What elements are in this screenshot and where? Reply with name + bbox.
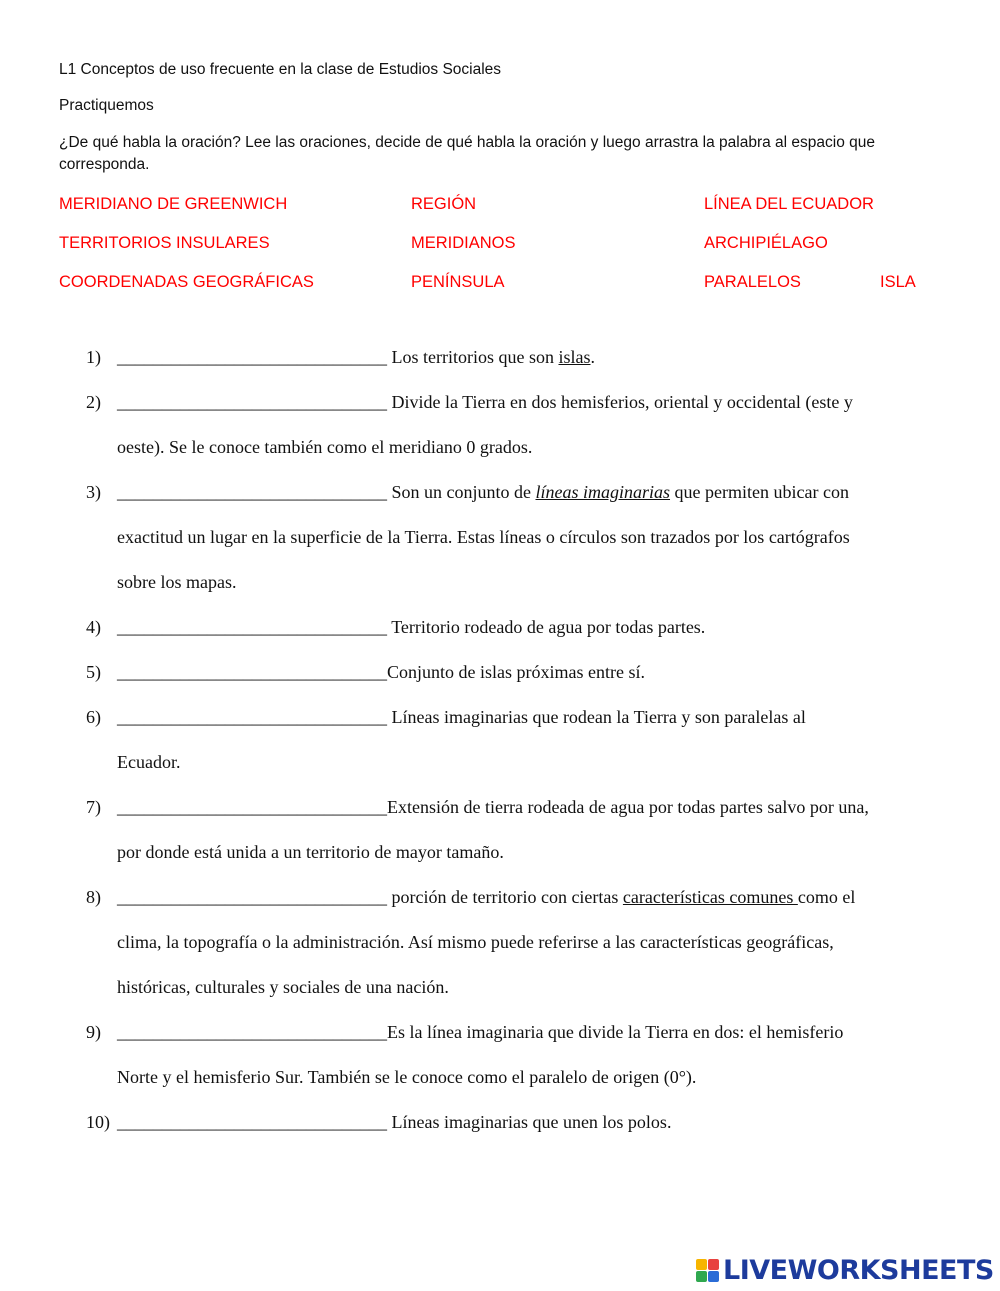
item-text: Norte y el hemisferio Sur. También se le conoce como el paralelo de origen (0°). [117,1067,697,1087]
item-number: 2) [86,392,101,412]
item-text: Ecuador. [117,752,181,772]
item-number: 7) [86,797,101,817]
word-bank-item[interactable]: MERIDIANO DE GREENWICH [59,195,288,213]
item-text: oeste). Se le conoce también como el meridiano 0 grados. [117,437,533,457]
word-bank-item[interactable]: COORDENADAS GEOGRÁFICAS [59,273,314,291]
item-text: por donde está unida a un territorio de mayor tamaño. [117,842,504,862]
logo-square-icon [696,1271,707,1282]
item-line [117,795,869,819]
item-line [117,885,855,909]
item-number: 3) [86,482,101,502]
item-line [117,1110,671,1134]
item-number: 10) [86,1112,110,1132]
item-text: porción de territorio con ciertas [391,887,623,907]
item-number: 1) [86,347,101,367]
instructions-text: ¿De qué habla la oración? Lee las oraciones, decide de qué habla la oración y luego arrastra la palabra al espacio que corresponda. [59,134,876,173]
item-number: 9) [86,1022,101,1042]
logo-square-icon [708,1271,719,1282]
worksheet-title: L1 Conceptos de uso frecuente en la clase de Estudios Sociales [59,61,502,78]
item-number: 8) [86,887,101,907]
word-bank-item[interactable]: TERRITORIOS INSULARES [59,234,270,252]
item-line [117,1020,843,1044]
item-line [117,705,806,729]
answer-blank[interactable]: ______________________________ [117,617,387,637]
word-bank-item[interactable]: ISLA [880,273,916,291]
answer-blank[interactable]: ______________________________ [117,797,387,817]
section-subtitle: Practiquemos [59,97,154,114]
answer-blank[interactable]: ______________________________ [117,1112,387,1132]
answer-blank[interactable]: ______________________________ [117,347,387,367]
item-line [117,390,853,414]
answer-blank[interactable]: ______________________________ [117,887,387,907]
logo-square-icon [696,1259,707,1270]
item-line [117,345,595,369]
answer-blank[interactable]: ______________________________ [117,1022,387,1042]
answer-blank[interactable]: ______________________________ [117,662,387,682]
item-text: que permiten ubicar con [670,482,849,502]
item-text: Divide la Tierra en dos hemisferios, oriental y occidental (este y [391,392,853,412]
item-text-underlined: líneas imaginarias [535,482,671,502]
item-line [117,480,849,504]
item-text: Líneas imaginarias que unen los polos. [391,1112,672,1132]
item-text: exactitud un lugar en la superficie de la Tierra. Estas líneas o círculos son trazados por los cartógrafos [117,527,850,547]
logo-text: LIVEWORKSHEETS [723,1254,994,1286]
item-text: Extensión de tierra rodeada de agua por todas partes salvo por una, [387,797,869,817]
item-number: 5) [86,662,101,682]
item-text: Líneas imaginarias que rodean la Tierra y son paralelas al [391,707,806,727]
item-number: 4) [86,617,101,637]
liveworksheets-logo[interactable] [696,1253,994,1287]
word-bank-item[interactable]: LÍNEA DEL ECUADOR [704,195,874,213]
word-bank-item[interactable]: PARALELOS [704,273,801,291]
logo-mark-icon [696,1259,719,1282]
item-text-underlined: islas [558,347,591,367]
item-line [117,660,645,684]
word-bank-item[interactable]: REGIÓN [411,195,477,213]
word-bank-item[interactable]: ARCHIPIÉLAGO [704,234,828,252]
answer-blank[interactable]: ______________________________ [117,392,387,412]
item-text: . [590,347,595,367]
item-text: Son un conjunto de [391,482,536,502]
logo-square-icon [708,1259,719,1270]
word-bank-item[interactable]: MERIDIANOS [411,234,516,252]
item-text: Conjunto de islas próximas entre sí. [387,662,645,682]
item-text: históricas, culturales y sociales de una nación. [117,977,449,997]
answer-blank[interactable]: ______________________________ [117,482,387,502]
item-text: como el [797,887,856,907]
item-text: Es la línea imaginaria que divide la Tierra en dos: el hemisferio [387,1022,844,1042]
item-text: sobre los mapas. [117,572,237,592]
item-text: Los territorios que son [391,347,559,367]
item-line [117,615,705,639]
item-text: clima, la topografía o la administración. Así mismo puede referirse a las características geográficas, [117,932,834,952]
item-text: Territorio rodeado de agua por todas partes. [391,617,706,637]
answer-blank[interactable]: ______________________________ [117,707,387,727]
item-text-underlined: características comunes [622,887,798,907]
item-number: 6) [86,707,101,727]
word-bank-item[interactable]: PENÍNSULA [411,273,505,291]
